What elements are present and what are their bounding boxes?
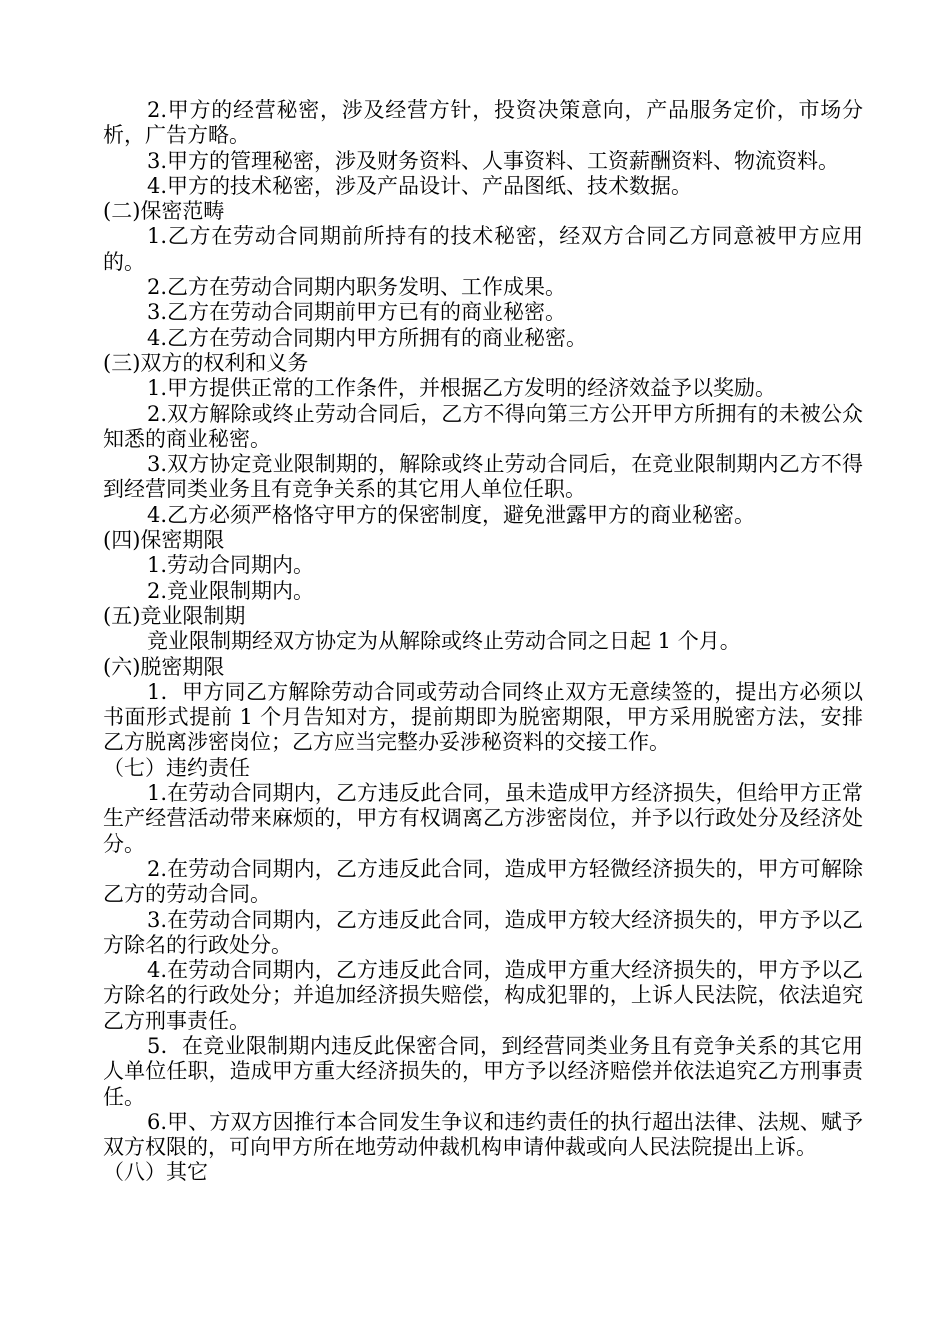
section-heading-liability: （七）违约责任 [103, 755, 250, 780]
clause-liability-2: 2.在劳动合同期内，乙方违反此合同，造成甲方轻微经济损失的，甲方可解除乙方的劳动合同。 [103, 856, 863, 907]
clause-scope-4: 4.乙方在劳动合同期内甲方所拥有的商业秘密。 [147, 325, 588, 350]
clause-scope-2: 2.乙方在劳动合同期内职务发明、工作成果。 [147, 275, 567, 300]
section-heading-declassification: (六)脱密期限 [103, 654, 225, 679]
document-body [103, 98, 863, 1186]
clause-scope-1: 1.乙方在劳动合同期前所持有的技术秘密，经双方合同乙方同意被甲方应用的。 [103, 224, 863, 274]
clause-term-2: 2.竞业限制期内。 [147, 578, 315, 603]
clause-rights-2: 2.双方解除或终止劳动合同后，乙方不得向第三方公开甲方所拥有的未被公众知悉的商业秘密。 [103, 401, 863, 451]
clause-liability-6: 6.甲、方双方因推行本合同发生争议和违约责任的执行超出法律、法规、赋予双方权限的，可向甲方所在地劳动仲裁机构申请仲裁或向人民法院提出上诉。 [103, 1109, 863, 1160]
section-heading-scope: (二)保密范畴 [103, 199, 225, 224]
section-heading-rights: (三)双方的权利和义务 [103, 350, 309, 375]
clause-liability-5: 5．在竞业限制期内违反此保密合同，到经营同类业务且有竞争关系的其它用人单位任职，造成甲方重大经济损失的，甲方予以经济赔偿并依法追究乙方刑事责任。 [103, 1033, 863, 1109]
clause-scope-3: 3.乙方在劳动合同期前甲方已有的商业秘密。 [147, 300, 567, 325]
clause-management-secret: 3.甲方的管理秘密，涉及财务资料、人事资料、工资薪酬资料、物流资料。 [147, 148, 840, 173]
clause-term-1: 1.劳动合同期内。 [147, 553, 315, 578]
section-heading-term: (四)保密期限 [103, 528, 225, 553]
clause-business-secret: 2.甲方的经营秘密，涉及经营方针，投资决策意向，产品服务定价，市场分析，广告方略。 [103, 98, 863, 148]
clause-liability-3: 3.在劳动合同期内，乙方违反此合同，造成甲方较大经济损失的，甲方予以乙方除名的行政处分。 [103, 907, 863, 957]
clause-noncompete: 竞业限制期经双方协定为从解除或终止劳动合同之日起 1 个月。 [147, 629, 741, 654]
clause-rights-1: 1.甲方提供正常的工作条件，并根据乙方发明的经济效益予以奖励。 [147, 376, 777, 401]
clause-rights-3: 3.双方协定竞业限制期的，解除或终止劳动合同后，在竞业限制期内乙方不得到经营同类业务且有竞争关系的其它用人单位任职。 [103, 452, 863, 502]
clause-liability-1: 1.在劳动合同期内，乙方违反此合同，虽未造成甲方经济损失，但给甲方正常生产经营活动带来麻烦的，甲方有权调离乙方涉密岗位，并予以行政处分及经济处分。 [103, 781, 863, 856]
clause-technical-secret: 4.甲方的技术秘密，涉及产品设计、产品图纸、技术数据。 [147, 173, 693, 198]
clause-declassification-1: 1．甲方同乙方解除劳动合同或劳动合同终止双方无意续签的，提出方必须以书面形式提前 1 个月告知对方，提前期即为脱密期限，甲方采用脱密方法，安排乙方脱离涉密岗位；乙方应当完整办妥涉秘资料的交接工作。 [103, 679, 863, 755]
section-heading-noncompete: (五)竞业限制期 [103, 603, 246, 628]
clause-liability-4: 4.在劳动合同期内，乙方违反此合同，造成甲方重大经济损失的，甲方予以乙方除名的行政处分；并追加经济损失赔偿，构成犯罪的，上诉人民法院，依法追究乙方刑事责任。 [103, 958, 863, 1033]
clause-rights-4: 4.乙方必须严格恪守甲方的保密制度，避免泄露甲方的商业秘密。 [147, 502, 756, 527]
section-heading-other: （八）其它 [103, 1160, 208, 1185]
